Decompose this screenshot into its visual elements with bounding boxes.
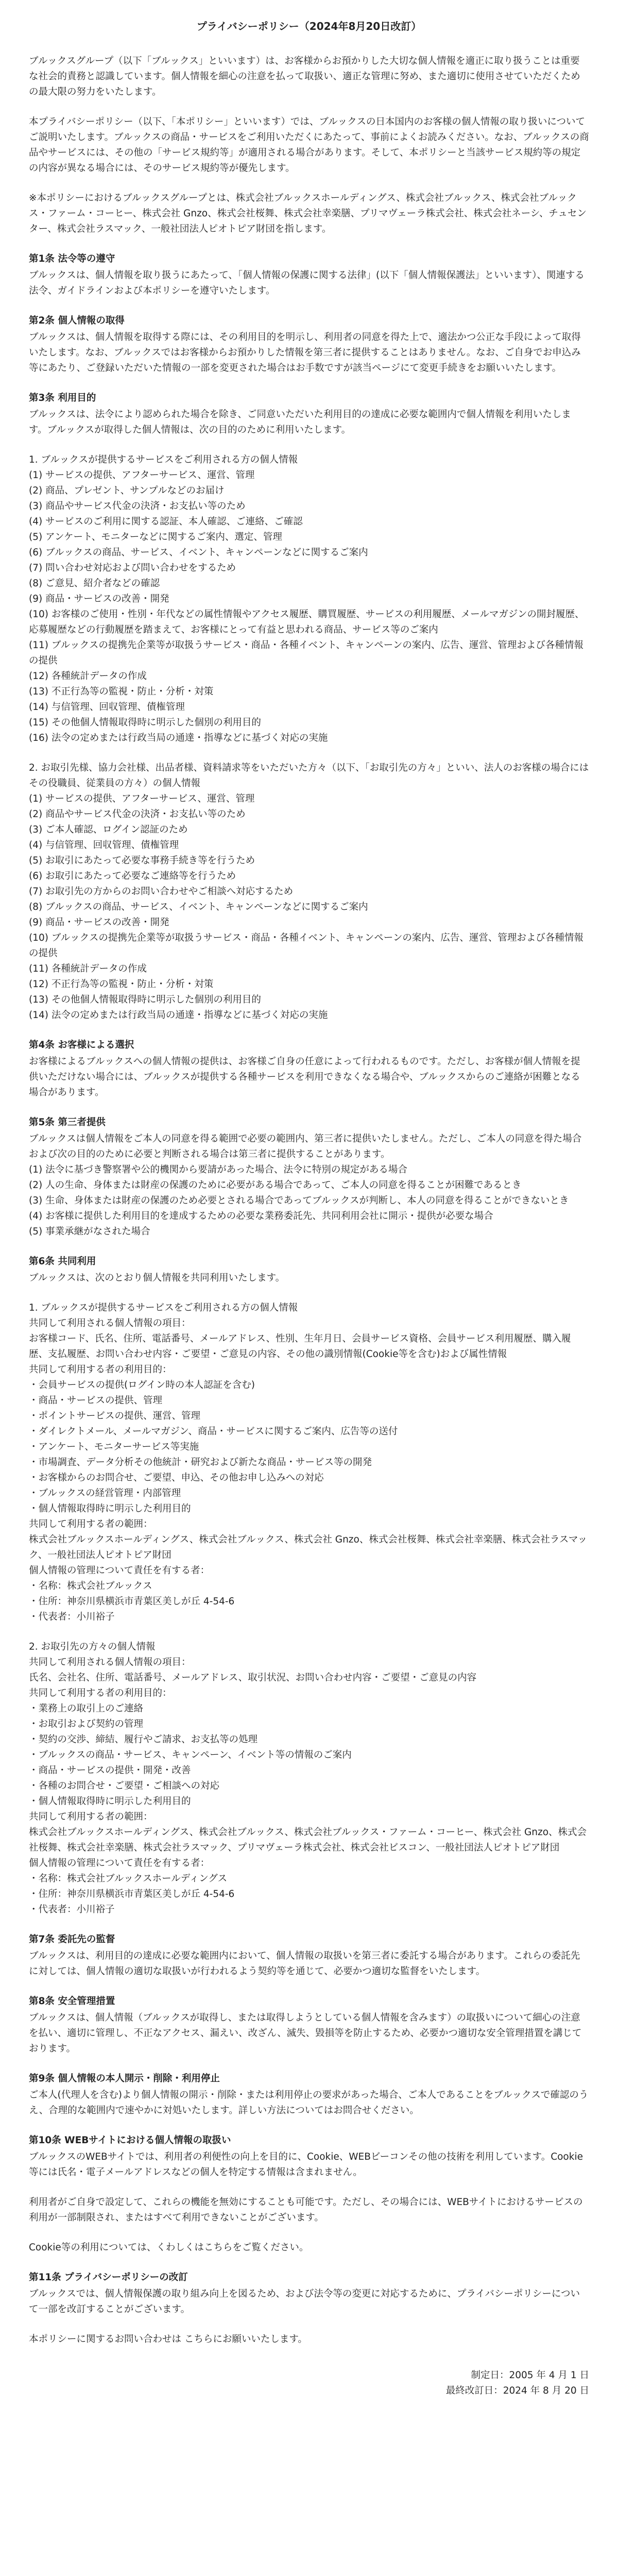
third-party-list bbox=[29, 1162, 589, 1240]
purpose-item: (3) ご本人確認、ログイン認証のため bbox=[29, 824, 188, 835]
article-heading: 第1条 法令等の遵守 bbox=[29, 253, 115, 264]
article-9 bbox=[29, 2071, 589, 2119]
article-paragraph: ブルックスでは、個人情報保護の取り組み向上を図るため、および法令等の変更に対応するために、プライバシーポリシーについて一部を改訂することがございます。 bbox=[29, 2289, 580, 2315]
joint-use-line: ・会員サービスの提供(ログイン時の本人認証を含む) bbox=[29, 1380, 255, 1391]
purpose-item: (6) ブルックスの商品、サービス、イベント、キャンペーンなどに関するご案内 bbox=[29, 547, 368, 558]
article-11 bbox=[29, 2270, 589, 2347]
purpose-item: (16) 法令の定めまたは行政当局の通達・指導などに基づく対応の実施 bbox=[29, 733, 328, 743]
article-paragraph: ブルックスのWEBサイトでは、利用者の利便性の向上を目的に、Cookie、WEBビーコンその他の技術を利用しています。Cookie等には氏名・電子メールアドレスなどの個人を特定する情報は含まれません。 bbox=[29, 2151, 583, 2178]
joint-use-line: ・アンケート、モニターサービス等実施 bbox=[29, 1442, 199, 1452]
purpose-item: (3) 商品やサービス代金の決済・お支払い等のため bbox=[29, 501, 246, 512]
purpose-item: (12) 各種統計データの作成 bbox=[29, 671, 147, 682]
article-paragraph: お客様によるブルックスへの個人情報の提供は、お客様ご自身の任意によって行われるものです。ただし、お客様が個人情報を提供いただけない場合には、ブルックスが提供する各種サービスを利用できなくなる場合や、ブルックスからのご連絡が困難となる場合があります。 bbox=[29, 1056, 580, 1098]
article-heading: 第7条 委託先の監督 bbox=[29, 1934, 115, 1945]
joint-use-line: ・代表者：小川裕子 bbox=[29, 1904, 115, 1915]
purpose-item: (8) ご意見、紹介者などの確認 bbox=[29, 578, 160, 589]
purpose-item: (1) サービスの提供、アフターサービス、運営、管理 bbox=[29, 470, 255, 481]
article-5 bbox=[29, 1115, 589, 1240]
purpose-item: (5) お取引にあたって必要な事務手続き等を行うため bbox=[29, 855, 255, 866]
purpose-item: (14) 法令の定めまたは行政当局の通達・指導などに基づく対応の実施 bbox=[29, 1010, 328, 1021]
purpose-item: (4) サービスのご利用に関する認証、本人確認、ご連絡、ご確認 bbox=[29, 516, 303, 527]
article-heading: 第2条 個人情報の取得 bbox=[29, 315, 125, 326]
joint-use-line: ・商品・サービスの提供、管理 bbox=[29, 1395, 163, 1406]
revised-date: 最終改訂日：2024 年 8 月 20 日 bbox=[445, 2385, 589, 2396]
article-8 bbox=[29, 1994, 589, 2057]
intro-paragraph: 本プライバシーポリシー（以下、「本ポリシー」といいます）では、ブルックスの日本国内のお客様の個人情報の取り扱いについてご説明いたします。ブルックスの商品・サービスをご利用いただくにあたって、事前によくお読みください。なお、ブルックスの商品やサービスには、その他の「サービス規約等」が適用される場合があります。そして、本ポリシーと当該サービス規約等の規定の内容が異なる場合には、そのサービス規約等が優先します。 bbox=[29, 116, 589, 174]
purpose-item: (5) アンケート、モニターなどに関するご案内、選定、管理 bbox=[29, 532, 282, 543]
purpose-item: (9) 商品・サービスの改善・開発 bbox=[29, 594, 169, 604]
intro-paragraph: ブルックスグループ（以下「ブルックス」といいます）は、お客様からお預かりした大切な個人情報を適正に取り扱うことは重要な社会的責務と認識しています。個人情報を細心の注意を払って取扱い、適正な管理に努め、また適切に使用させていただくための最大限の努力をいたします。 bbox=[29, 56, 580, 97]
joint-use-customers bbox=[29, 1300, 589, 1625]
third-party-item: (3) 生命、身体または財産の保護のため必要とされる場合であってブルックスが判断し、本人の同意を得ることができないとき bbox=[29, 1195, 569, 1206]
joint-use-line: ・代表者：小川裕子 bbox=[29, 1612, 115, 1622]
article-paragraph: Cookie等の利用については、くわしくはこちらをご覧ください。 bbox=[29, 2242, 309, 2253]
article-paragraph: ブルックスは、個人情報（ブルックスが取得し、または取得しようとしている個人情報を含みます）の取扱いについて細心の注意を払い、適切に管理し、不正なアクセス、漏えい、改ざん、滅失、毀損等を防止するため、必要かつ適切な安全管理措置を講じております。 bbox=[29, 2012, 582, 2054]
article-paragraph: ブルックスは、法令により認められた場合を除き、ご同意いただいた利用目的の達成に必要な範囲内で個人情報を利用いたします。ブルックスが取得した個人情報は、次の目的のために利用いたします。 bbox=[29, 409, 571, 435]
article-paragraph: ご本人(代理人を含む)より個人情報の開示・削除・または利用停止の要求があった場合、ご本人であることをブルックスで確認のうえ、合理的な範囲内で速やかに対処いたします。詳しい方法についてはお問合せください。 bbox=[29, 2090, 589, 2116]
joint-use-line: 共同して利用する者の利用目的： bbox=[29, 1688, 172, 1699]
intro-paragraph: ※本ポリシーにおけるブルックスグループとは、株式会社ブルックスホールディングス、株式会社ブルックス、株式会社ブルックス・ファーム・コーヒー、株式会社 Gnzo、株式会社桜舞、株式会社幸楽膳、プリマヴェーラ株式会社、株式会社ネーシ、チュセンター、株式会社ラスマック、一般社団法人ピオトピア財団を指します。 bbox=[29, 193, 587, 234]
purpose-item: (2) 商品やサービス代金の決済・お支払い等のため bbox=[29, 809, 246, 820]
article-2 bbox=[29, 313, 589, 376]
article-6 bbox=[29, 1254, 589, 1918]
joint-use-line: 株式会社ブルックスホールディングス、株式会社ブルックス、株式会社 Gnzo、株式会社桜舞、株式会社幸楽膳、株式会社ラスマック、一般社団法人ピオトピア財団 bbox=[29, 1534, 588, 1561]
article-paragraph: 利用者がご自身で設定して、これらの機能を無効にすることも可能です。ただし、その場合には、WEBサイトにおけるサービスの利用が一部制限され、またはすべて利用できないことがございます。 bbox=[29, 2197, 583, 2223]
joint-use-line: ・契約の交渉、締結、履行やご請求、お支払等の処理 bbox=[29, 1734, 258, 1745]
article-paragraph: ブルックスは、次のとおり個人情報を共同利用いたします。 bbox=[29, 1273, 285, 1283]
joint-use-subheading: 1. ブルックスが提供するサービスをご利用される方の個人情報 bbox=[29, 1302, 298, 1313]
joint-use-line: ・名称：株式会社ブルックスホールディングス bbox=[29, 1873, 228, 1884]
article-1 bbox=[29, 251, 589, 299]
page-title: プライバシーポリシー（2024年8月20日改訂） bbox=[196, 20, 422, 32]
joint-use-line: ・住所：神奈川県横浜市青葉区美しが丘 4-54-6 bbox=[29, 1596, 235, 1607]
joint-use-line: ・個人情報取得時に明示した利用目的 bbox=[29, 1503, 191, 1514]
purpose-item: (15) その他個人情報取得時に明示した個別の利用目的 bbox=[29, 717, 261, 728]
joint-use-line: ・住所：神奈川県横浜市青葉区美しが丘 4-54-6 bbox=[29, 1889, 235, 1900]
joint-use-line: 株式会社ブルックスホールディングス、株式会社ブルックス、株式会社ブルックス・ファーム・コーヒー、株式会社 Gnzo、株式会社桜舞、株式会社幸楽膳、株式会社ラスマック、プリマヴェーラ株式会社、株式会社ビスコン、一般社団法人ピオトピア財団 bbox=[29, 1827, 587, 1853]
third-party-item: (4) お客様に提供した利用目的を達成するための必要な業務委託先、共同利用会社に開示・提供が必要な場合 bbox=[29, 1211, 493, 1222]
joint-use-partners bbox=[29, 1639, 589, 1918]
purpose-list-partners bbox=[29, 791, 589, 1023]
purpose-item: (6) お取引にあたって必要なご連絡等を行うため bbox=[29, 871, 236, 882]
article-paragraph: ブルックスは個人情報をご本人の同意を得る範囲で必要の範囲内、第三者に提供いたしません。ただし、ご本人の同意を得た場合および次の目的のために必要と判断される場合は第三者に提供することがあります。 bbox=[29, 1133, 582, 1160]
policy-dates bbox=[29, 2368, 589, 2399]
third-party-item: (2) 人の生命、身体または財産の保護のために必要がある場合であって、ご本人の同意を得ることが困難であるとき bbox=[29, 1180, 522, 1191]
joint-use-line: 共同して利用する者の利用目的： bbox=[29, 1364, 172, 1375]
remaining-articles bbox=[29, 1932, 589, 2347]
purpose-item: (13) 不正行為等の監視・防止・分析・対策 bbox=[29, 686, 214, 697]
purpose-item: (13) その他個人情報取得時に明示した個別の利用目的 bbox=[29, 994, 261, 1005]
joint-use-line: ・商品・サービスの提供・開発・改善 bbox=[29, 1765, 191, 1776]
purpose-list-customers bbox=[29, 468, 589, 746]
intro-section bbox=[29, 54, 589, 237]
joint-use-line: ・ブルックスの商品・サービス、キャンペーン、イベント等の情報のご案内 bbox=[29, 1750, 352, 1760]
purpose-item: (7) 問い合わせ対応および問い合わせをするため bbox=[29, 563, 236, 573]
purpose-item: (2) 商品、プレゼント、サンプルなどのお届け bbox=[29, 485, 225, 496]
article-paragraph: ブルックスは、個人情報を取り扱うにあたって、「個人情報の保護に関する法律」(以下「個人情報保護法」といいます）、関連する法令、ガイドラインおよび本ポリシーを遵守いたします。 bbox=[29, 270, 585, 296]
joint-use-line: 個人情報の管理について責任を有する者： bbox=[29, 1858, 210, 1869]
article-paragraph: ブルックスは、個人情報を取得する際には、その利用目的を明示し、利用者の同意を得た上で、適法かつ公正な手段によって取得いたします。なお、ブルックスではお客様からお預かりした情報を第三者に提供することはありません。なお、ご自身でお申込み等にあたり、ご登録いただいた情報の一部を変更された場合はお手数ですが該当ページにて変更手続きをお願いいたします。 bbox=[29, 332, 581, 374]
article-4 bbox=[29, 1038, 589, 1100]
joint-use-line: ・各種のお問合せ・ご要望・ご相談への対応 bbox=[29, 1781, 220, 1791]
joint-use-line: ・ブルックスの経営管理・内部管理 bbox=[29, 1488, 181, 1499]
joint-use-line: ・市場調査、データ分析その他統計・研究および新たな商品・サービス等の開発 bbox=[29, 1457, 372, 1468]
purpose-item: (11) ブルックスの提携先企業等が取扱うサービス・商品・各種イベント、キャンペーンの案内、広告、運営、管理および各種情報の提供 bbox=[29, 640, 583, 666]
purpose-item: (11) 各種統計データの作成 bbox=[29, 963, 147, 974]
third-party-item: (1) 法令に基づき警察署や公的機関から要請があった場合、法令に特別の規定がある場合 bbox=[29, 1164, 407, 1175]
third-party-item: (5) 事業承継がなされた場合 bbox=[29, 1226, 150, 1237]
article-heading: 第4条 お客様による選択 bbox=[29, 1040, 134, 1050]
joint-use-line: ・ポイントサービスの提供、運営、管理 bbox=[29, 1411, 201, 1421]
article-paragraph: ブルックスは、利用目的の達成に必要な範囲内において、個人情報の取扱いを第三者に委託する場合があります。これらの委託先に対しては、個人情報の適切な取扱いが行われるよう契約等を通じて、必要かつ適切な監督をいたします。 bbox=[29, 1951, 580, 1977]
article-heading: 第3条 利用目的 bbox=[29, 393, 96, 403]
joint-use-line: 個人情報の管理について責任を有する者： bbox=[29, 1565, 210, 1576]
joint-use-line: ・個人情報取得時に明示した利用目的 bbox=[29, 1796, 191, 1807]
established-date: 制定日：2005 年 4 月 1 日 bbox=[471, 2370, 589, 2381]
joint-use-line: ・名称：株式会社ブルックス bbox=[29, 1581, 152, 1591]
purpose-item: (4) 与信管理、回収管理、債権管理 bbox=[29, 840, 179, 851]
article-heading: 第8条 安全管理措置 bbox=[29, 1996, 115, 2007]
joint-use-line: 共同して利用される個人情報の項目： bbox=[29, 1657, 191, 1668]
joint-use-line: ・お取引および契約の管理 bbox=[29, 1719, 144, 1730]
purpose-item: (10) ブルックスの提携先企業等が取扱うサービス・商品・各種イベント、キャンペーンの案内、広告、運営、管理および各種情報の提供 bbox=[29, 933, 583, 959]
article-3 bbox=[29, 391, 589, 1023]
article-paragraph: 本ポリシーに関するお問い合わせは こちらにお願いいたします。 bbox=[29, 2334, 307, 2345]
article-heading: 第5条 第三者提供 bbox=[29, 1117, 106, 1128]
purpose-item: (14) 与信管理、回収管理、債権管理 bbox=[29, 702, 185, 713]
purpose-subheading: 1. ブルックスが提供するサービスをご利用される方の個人情報 bbox=[29, 454, 298, 465]
joint-use-line: 氏名、会社名、住所、電話番号、メールアドレス、取引状況、お問い合わせ内容・ご要望・ご意見の内容 bbox=[29, 1672, 477, 1683]
joint-use-line: 共同して利用する者の範囲： bbox=[29, 1519, 153, 1530]
joint-use-line: ・業務上の取引上のご連絡 bbox=[29, 1703, 144, 1714]
article-heading: 第11条 プライバシーポリシーの改訂 bbox=[29, 2272, 188, 2283]
joint-use-details bbox=[29, 1655, 589, 1918]
article-heading: 第10条 WEBサイトにおける個人情報の取扱い bbox=[29, 2135, 231, 2146]
joint-use-line: 共同して利用される個人情報の項目： bbox=[29, 1318, 191, 1329]
purpose-item: (12) 不正行為等の監視・防止・分析・対策 bbox=[29, 979, 214, 990]
joint-use-line: ・ダイレクトメール、メールマガジン、商品・サービスに関するご案内、広告等の送付 bbox=[29, 1426, 398, 1437]
joint-use-details bbox=[29, 1316, 589, 1625]
article-heading: 第9条 個人情報の本人開示・削除・利用停止 bbox=[29, 2073, 220, 2084]
purpose-item: (7) お取引先の方からのお問い合わせやご相談へ対応するため bbox=[29, 886, 294, 897]
joint-use-line: 共同して利用する者の範囲： bbox=[29, 1811, 153, 1822]
article-7 bbox=[29, 1932, 589, 1979]
joint-use-subheading: 2. お取引先の方々の個人情報 bbox=[29, 1641, 156, 1652]
article-10 bbox=[29, 2133, 589, 2256]
joint-use-line: お客様コード、氏名、住所、電話番号、メールアドレス、性別、生年月日、会員サービス資格、会員サービス利用履歴、購入履歴、支払履歴、お問い合わせ内容・ご要望・ご意見の内容、その他の識別情報(Cookie等を含む)および属性情報 bbox=[29, 1333, 571, 1360]
purpose-item: (1) サービスの提供、アフターサービス、運営、管理 bbox=[29, 793, 255, 804]
purpose-item: (9) 商品・サービスの改善・開発 bbox=[29, 917, 169, 928]
joint-use-line: ・お客様からのお問合せ、ご要望、申込、その他お申し込みへの対応 bbox=[29, 1472, 324, 1483]
article-heading: 第6条 共同利用 bbox=[29, 1256, 96, 1267]
purpose-subheading: 2. お取引先様、協力会社様、出品者様、資料請求等をいただいた方々（以下、「お取引先の方々」といい、法人のお客様の場合にはその役職員、従業員の方々）の個人情報 bbox=[29, 762, 589, 789]
purpose-item: (8) ブルックスの商品、サービス、イベント、キャンペーンなどに関するご案内 bbox=[29, 902, 368, 912]
purpose-item: (10) お客様のご使用・性別・年代などの属性情報やアクセス履歴、購買履歴、サービスの利用履歴、メールマガジンの開封履歴、応募履歴などの行動履歴を踏まえて、お客様にとって有益と思われる商品、サービス等のご案内 bbox=[29, 609, 585, 635]
